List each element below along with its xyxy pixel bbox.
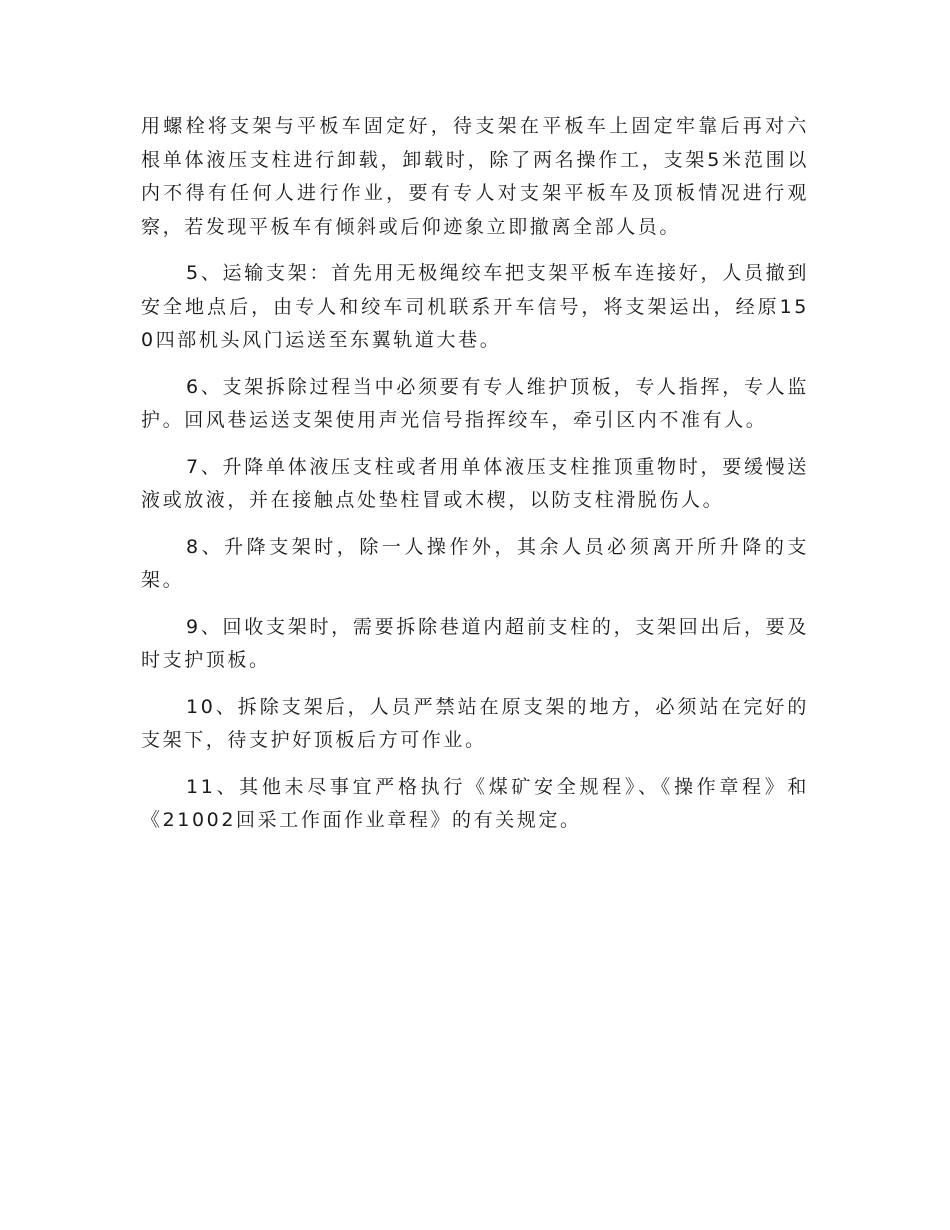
paragraph-item-5: 5、运输支架：首先用无极绳绞车把支架平板车连接好，人员撤到安全地点后，由专人和绞车司机联系开车信号，将支架运出，经原150四部机头风门运送至东翼轨道大巷。 <box>141 262 809 351</box>
paragraph-item-10: 10、拆除支架后，人员严禁站在原支架的地方，必须站在完好的支架下，待支护好顶板后方可作业。 <box>141 695 809 751</box>
paragraph-continuation: 用螺栓将支架与平板车固定好，待支架在平板车上固定牢靠后再对六根单体液压支柱进行卸载，卸载时，除了两名操作工，支架5米范围以内不得有任何人进行作业，要有专人对支架平板车及顶板情况进行观察，若发现平板车有倾斜或后仰迹象立即撤离全部人员。 <box>141 115 809 238</box>
paragraph-item-6: 6、支架拆除过程当中必须要有专人维护顶板，专人指挥，专人监护。回风巷运送支架使用声光信号指挥绞车，牵引区内不准有人。 <box>141 375 809 431</box>
document-body <box>141 110 809 851</box>
paragraph-item-8: 8、升降支架时，除一人操作外，其余人员必须离开所升降的支架。 <box>141 535 809 591</box>
paragraph-item-9: 9、回收支架时，需要拆除巷道内超前支柱的，支架回出后，要及时支护顶板。 <box>141 615 809 671</box>
paragraph-item-7: 7、升降单体液压支柱或者用单体液压支柱推顶重物时，要缓慢送液或放液，并在接触点处垫柱冒或木楔，以防支柱滑脱伤人。 <box>141 455 809 511</box>
paragraph-item-11: 11、其他未尽事宜严格执行《煤矿安全规程》、《操作章程》和《21002回采工作面作业章程》的有关规定。 <box>141 775 809 831</box>
